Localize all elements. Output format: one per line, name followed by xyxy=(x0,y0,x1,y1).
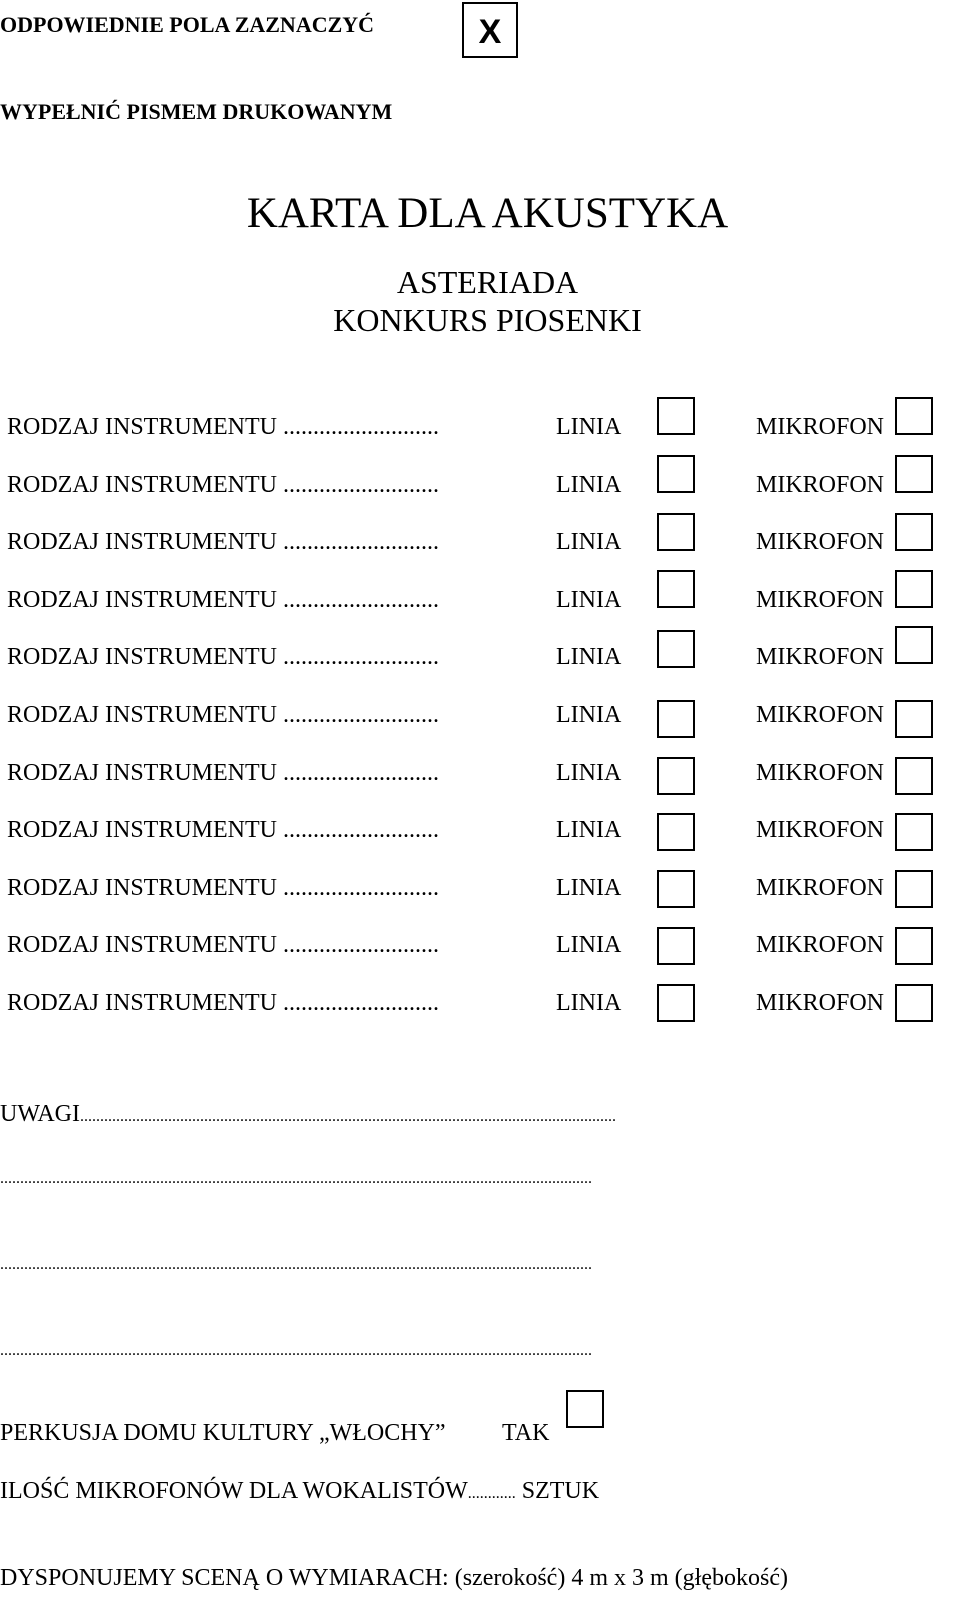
vocal-mics-label: ILOŚĆ MIKROFONÓW DLA WOKALISTÓW xyxy=(0,1478,468,1504)
microphone-checkbox[interactable] xyxy=(895,513,933,551)
instrument-type-field[interactable]: RODZAJ INSTRUMENTU .......................... xyxy=(7,702,439,728)
microphone-checkbox[interactable] xyxy=(895,927,933,965)
microphone-checkbox[interactable] xyxy=(895,984,933,1022)
page-title: KARTA DLA AKUSTYKA xyxy=(246,190,729,237)
microphone-label: MIKROFON xyxy=(756,587,885,613)
instrument-type-field[interactable]: RODZAJ INSTRUMENTU .......................... xyxy=(7,414,439,440)
line-label: LINIA xyxy=(556,472,622,498)
microphone-label: MIKROFON xyxy=(756,644,885,670)
vocal-mics-unit: SZTUK xyxy=(521,1478,600,1504)
line-checkbox[interactable] xyxy=(657,813,695,851)
microphone-label: MIKROFON xyxy=(756,990,885,1016)
notes-section xyxy=(0,1101,616,1128)
microphone-checkbox[interactable] xyxy=(895,626,933,664)
notes-line-4[interactable]: .................................................................................................................................................... xyxy=(0,1342,592,1359)
notes-label: UWAGI xyxy=(0,1101,80,1127)
drums-yes-label: TAK xyxy=(502,1420,550,1446)
line-checkbox[interactable] xyxy=(657,984,695,1022)
microphone-label: MIKROFON xyxy=(756,472,885,498)
line-label: LINIA xyxy=(556,817,622,843)
line-checkbox[interactable] xyxy=(657,700,695,738)
microphone-label: MIKROFON xyxy=(756,529,885,555)
instrument-type-field[interactable]: RODZAJ INSTRUMENTU .......................... xyxy=(7,760,439,786)
line-checkbox[interactable] xyxy=(657,630,695,668)
line-label: LINIA xyxy=(556,587,622,613)
line-checkbox[interactable] xyxy=(657,927,695,965)
vocal-mics-line xyxy=(0,1478,599,1505)
vocal-mics-count-field[interactable]: ............ xyxy=(467,1485,516,1502)
line-label: LINIA xyxy=(556,932,622,958)
line-label: LINIA xyxy=(556,875,622,901)
microphone-checkbox[interactable] xyxy=(895,570,933,608)
line-checkbox[interactable] xyxy=(657,570,695,608)
line-checkbox[interactable] xyxy=(657,513,695,551)
instrument-type-field[interactable]: RODZAJ INSTRUMENTU .......................... xyxy=(7,472,439,498)
notes-line-2[interactable]: .................................................................................................................................................... xyxy=(0,1170,592,1187)
line-label: LINIA xyxy=(556,414,622,440)
line-checkbox[interactable] xyxy=(657,757,695,795)
line-label: LINIA xyxy=(556,990,622,1016)
line-label: LINIA xyxy=(556,760,622,786)
instrument-type-field[interactable]: RODZAJ INSTRUMENTU .......................... xyxy=(7,990,439,1016)
instrument-type-field[interactable]: RODZAJ INSTRUMENTU .......................... xyxy=(7,875,439,901)
instrument-type-field[interactable]: RODZAJ INSTRUMENTU .......................... xyxy=(7,529,439,555)
line-checkbox[interactable] xyxy=(657,455,695,493)
microphone-label: MIKROFON xyxy=(756,760,885,786)
microphone-checkbox[interactable] xyxy=(895,757,933,795)
microphone-checkbox[interactable] xyxy=(895,813,933,851)
drums-yes-checkbox[interactable] xyxy=(566,1390,604,1428)
stage-dimensions: DYSPONUJEMY SCENĄ O WYMIARACH: (szerokość) 4 m x 3 m (głębokość) xyxy=(0,1565,788,1591)
microphone-label: MIKROFON xyxy=(756,817,885,843)
line-label: LINIA xyxy=(556,529,622,555)
microphone-checkbox[interactable] xyxy=(895,397,933,435)
microphone-checkbox[interactable] xyxy=(895,700,933,738)
line-checkbox[interactable] xyxy=(657,870,695,908)
instruction-mark-fields: ODPOWIEDNIE POLA ZAZNACZYĆ xyxy=(0,12,375,37)
instrument-type-field[interactable]: RODZAJ INSTRUMENTU .......................... xyxy=(7,587,439,613)
event-subtitle: KONKURS PIOSENKI xyxy=(333,302,642,338)
notes-line-3[interactable]: .................................................................................................................................................... xyxy=(0,1256,592,1273)
instrument-type-field[interactable]: RODZAJ INSTRUMENTU .......................... xyxy=(7,932,439,958)
microphone-label: MIKROFON xyxy=(756,414,885,440)
instrument-type-field[interactable]: RODZAJ INSTRUMENTU .......................... xyxy=(7,817,439,843)
event-name: ASTERIADA xyxy=(396,264,579,300)
microphone-label: MIKROFON xyxy=(756,702,885,728)
drums-label: PERKUSJA DOMU KULTURY „WŁOCHY” xyxy=(0,1420,446,1446)
line-label: LINIA xyxy=(556,644,622,670)
microphone-checkbox[interactable] xyxy=(895,455,933,493)
microphone-checkbox[interactable] xyxy=(895,870,933,908)
line-label: LINIA xyxy=(556,702,622,728)
instrument-type-field[interactable]: RODZAJ INSTRUMENTU .......................... xyxy=(7,644,439,670)
microphone-label: MIKROFON xyxy=(756,875,885,901)
sample-checkbox-x: X xyxy=(462,2,518,58)
line-checkbox[interactable] xyxy=(657,397,695,435)
microphone-label: MIKROFON xyxy=(756,932,885,958)
notes-dots-first[interactable]: ...................................................................................................................................... xyxy=(79,1108,616,1125)
instruction-print-letters: WYPEŁNIĆ PISMEM DRUKOWANYM xyxy=(0,99,393,124)
